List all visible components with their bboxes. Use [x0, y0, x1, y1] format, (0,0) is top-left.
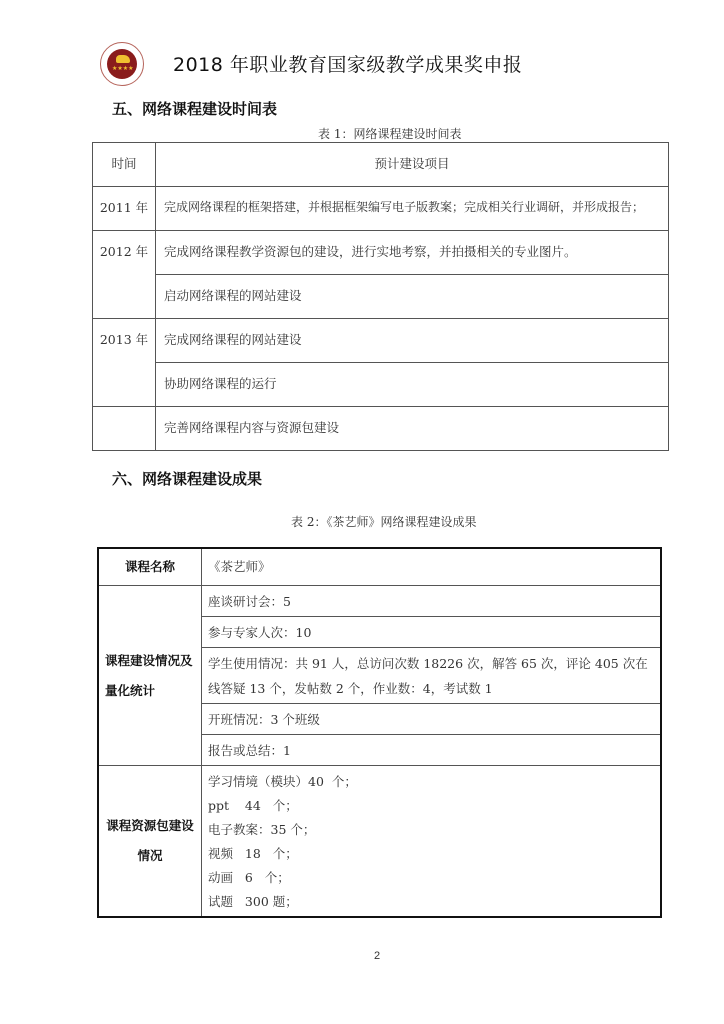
table-row — [93, 275, 669, 319]
year-cell: 2012 年 — [93, 231, 156, 319]
emblem-inner — [107, 49, 137, 79]
resource-item: 学习情境（模块）40 个； — [208, 774, 357, 789]
horse-icon — [116, 55, 130, 63]
stat-item: 学生使用情况：共 91 人，总访问次数 18226 次，解答 65 次，评论 405 次在线答疑 13 个，发帖数 2 个，作业数：4，考试数 1 — [202, 648, 662, 704]
table1-caption: 表 1：网络课程建设时间表 — [318, 127, 462, 141]
year-cell: 2011 年 — [93, 187, 156, 231]
schedule-table — [92, 142, 669, 451]
table-row — [93, 187, 669, 231]
table2-caption: 表 2：《茶艺师》网络课程建设成果 — [291, 515, 477, 529]
year-cell: 2013 年 — [93, 319, 156, 407]
section-heading-results: 六、网络课程建设成果 — [112, 470, 263, 488]
resource-item: 电子教案：35 个； — [208, 822, 316, 837]
resource-item: 视频 18 个； — [208, 846, 298, 861]
item-cell: 完成网络课程的网站建设 — [156, 319, 669, 363]
resources-row — [98, 766, 661, 918]
item-cell: 协助网络课程的运行 — [156, 363, 669, 407]
stars-icon: ★★★★ — [112, 65, 134, 72]
resource-item: 动画 6 个； — [208, 870, 290, 885]
section-heading-schedule: 五、网络课程建设时间表 — [112, 100, 278, 118]
results-table — [97, 547, 662, 918]
year-cell — [93, 407, 156, 451]
stat-item: 座谈研讨会：5 — [202, 586, 662, 617]
stats-label: 课程建设情况及量化统计 — [98, 586, 202, 766]
stat-item: 报告或总结：1 — [202, 735, 662, 766]
course-name-label: 课程名称 — [98, 548, 202, 586]
course-name-row — [98, 548, 661, 586]
item-cell: 完成网络课程的框架搭建，并根据框架编写电子版教案；完成相关行业调研，并形成报告； — [156, 187, 669, 231]
item-cell: 完善网络课程内容与资源包建设 — [156, 407, 669, 451]
stat-item: 参与专家人次：10 — [202, 617, 662, 648]
resources-list — [202, 766, 662, 918]
table-row — [93, 407, 669, 451]
page-header — [100, 40, 660, 90]
resource-item: 试题 300 题； — [208, 894, 298, 909]
header-planned-items: 预计建设项目 — [156, 143, 669, 187]
table-row — [93, 363, 669, 407]
resource-item: ppt 44 个； — [208, 798, 298, 813]
item-cell: 启动网络课程的网站建设 — [156, 275, 669, 319]
table-header-row — [93, 143, 669, 187]
course-name-value: 《茶艺师》 — [202, 548, 662, 586]
school-emblem-logo — [100, 42, 144, 86]
resources-label: 课程资源包建设情况 — [98, 766, 202, 918]
document-title: 2018 年职业教育国家级教学成果奖申报 — [173, 54, 523, 76]
header-time: 时间 — [93, 143, 156, 187]
table-row — [93, 231, 669, 275]
page-number: 2 — [374, 950, 381, 962]
stat-item: 开班情况：3 个班级 — [202, 704, 662, 735]
item-cell: 完成网络课程教学资源包的建设，进行实地考察，并拍摄相关的专业图片。 — [156, 231, 669, 275]
stats-row — [98, 586, 661, 617]
table-row — [93, 319, 669, 363]
